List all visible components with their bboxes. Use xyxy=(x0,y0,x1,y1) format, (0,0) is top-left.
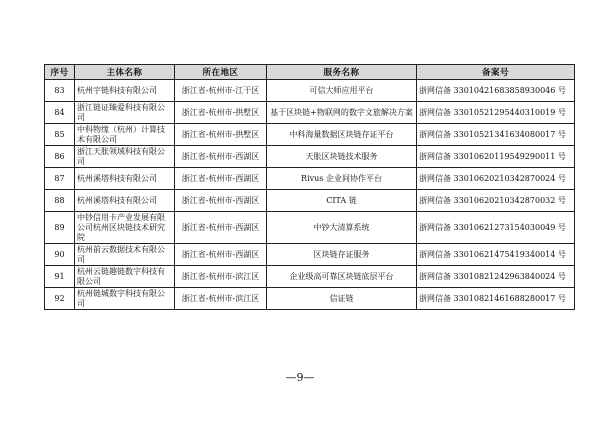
header-name: 主体名称 xyxy=(75,65,175,80)
row-region: 浙江省-杭州市-西湖区 xyxy=(175,190,267,212)
table-header-row xyxy=(45,65,575,80)
header-service: 服务名称 xyxy=(267,65,417,80)
row-region: 浙江省-杭州市-西湖区 xyxy=(175,244,267,266)
row-filing: 浙网信备 33010521295440310019 号 xyxy=(417,102,575,124)
registration-table xyxy=(44,64,575,310)
row-region: 浙江省-杭州市-西湖区 xyxy=(175,212,267,244)
row-no: 89 xyxy=(45,212,75,244)
row-no: 85 xyxy=(45,124,75,146)
row-region: 浙江省-杭州市-西湖区 xyxy=(175,146,267,168)
row-service: 中钞大清算系统 xyxy=(267,212,417,244)
row-no: 84 xyxy=(45,102,75,124)
row-no: 83 xyxy=(45,80,75,102)
row-filing: 浙网信备 33010620119549290011 号 xyxy=(417,146,575,168)
row-name: 杭州链城数字科技有限公司 xyxy=(75,288,175,310)
table-row xyxy=(45,102,575,124)
row-region: 浙江省-杭州市-滨江区 xyxy=(175,288,267,310)
row-region: 浙江省-杭州市-西湖区 xyxy=(175,168,267,190)
page-number: —9— xyxy=(285,371,315,384)
row-no: 91 xyxy=(45,266,75,288)
row-name: 浙江天胀领域科技有限公司 xyxy=(75,146,175,168)
row-no: 87 xyxy=(45,168,75,190)
row-no: 86 xyxy=(45,146,75,168)
row-service: 企业级高可靠区块链底层平台 xyxy=(267,266,417,288)
row-service: CITA 链 xyxy=(267,190,417,212)
row-filing: 浙网信备 33010521341634080017 号 xyxy=(417,124,575,146)
row-filing: 浙网信备 33010821242963840024 号 xyxy=(417,266,575,288)
row-filing: 浙网信备 33010821461688280017 号 xyxy=(417,288,575,310)
row-name: 杭州溪塔科技有限公司 xyxy=(75,190,175,212)
row-region: 浙江省-杭州市-滨江区 xyxy=(175,266,267,288)
row-region: 浙江省-杭州市-拱墅区 xyxy=(175,124,267,146)
row-filing: 浙网信备 33010621273154030049 号 xyxy=(417,212,575,244)
row-filing: 浙网信备 33010421683858930046 号 xyxy=(417,80,575,102)
row-no: 88 xyxy=(45,190,75,212)
row-service: 基于区块链+物联网的数字文旅解决方案 xyxy=(267,102,417,124)
row-region: 浙江省-杭州市-江干区 xyxy=(175,80,267,102)
row-name: 杭州云链趣链数字科技有限公司 xyxy=(75,266,175,288)
row-name: 杭州宇链科技有限公司 xyxy=(75,80,175,102)
row-name: 浙江链证臻爱科技有限公司 xyxy=(75,102,175,124)
row-service: 天胀区块链技术服务 xyxy=(267,146,417,168)
row-filing: 浙网信备 33010620210342870024 号 xyxy=(417,168,575,190)
table-row xyxy=(45,266,575,288)
row-service: 中科海量数据区块链存证平台 xyxy=(267,124,417,146)
row-no: 92 xyxy=(45,288,75,310)
row-service: 可信大师应用平台 xyxy=(267,80,417,102)
table-row xyxy=(45,80,575,102)
table-row xyxy=(45,288,575,310)
row-service: 区块链存证服务 xyxy=(267,244,417,266)
row-filing: 浙网信备 33010621475419340014 号 xyxy=(417,244,575,266)
table-row xyxy=(45,244,575,266)
table-row xyxy=(45,124,575,146)
row-no: 90 xyxy=(45,244,75,266)
row-name: 中钞信用卡产业发展有限公司杭州区块链技术研究院 xyxy=(75,212,175,244)
table-row xyxy=(45,146,575,168)
row-name: 杭州前云数据技术有限公司 xyxy=(75,244,175,266)
table-row xyxy=(45,168,575,190)
header-no: 序号 xyxy=(45,65,75,80)
table-row xyxy=(45,212,575,244)
row-name: 中科物缘（杭州）计算技术有限公司 xyxy=(75,124,175,146)
row-name: 杭州溪塔科技有限公司 xyxy=(75,168,175,190)
row-service: 信证链 xyxy=(267,288,417,310)
table-row xyxy=(45,190,575,212)
row-service: Rivus 企业间协作平台 xyxy=(267,168,417,190)
header-filing: 备案号 xyxy=(417,65,575,80)
row-filing: 浙网信备 33010620210342870032 号 xyxy=(417,190,575,212)
row-region: 浙江省-杭州市-拱墅区 xyxy=(175,102,267,124)
header-region: 所在地区 xyxy=(175,65,267,80)
